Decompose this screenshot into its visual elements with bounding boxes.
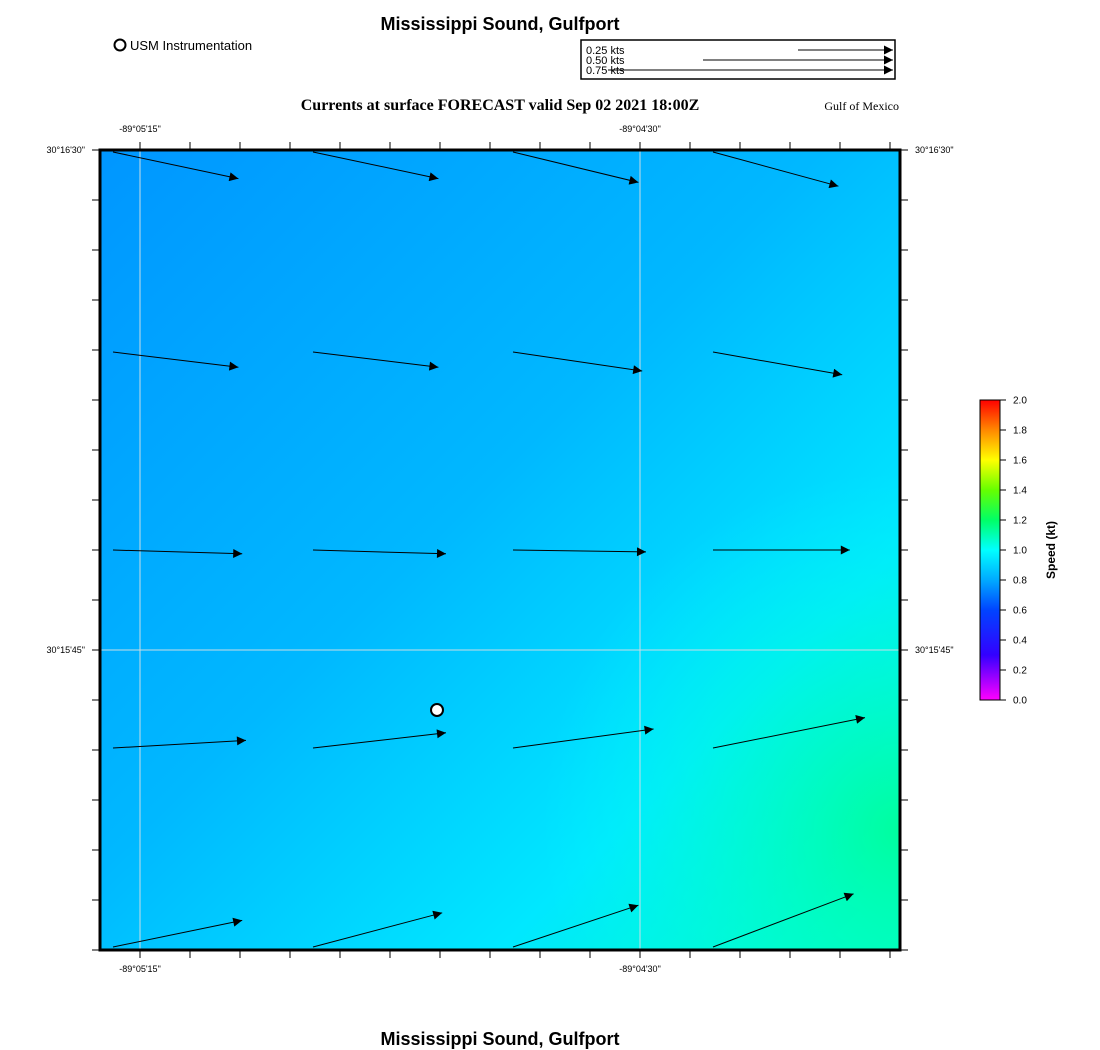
lat-label-left-0: 30°16'30" <box>46 145 85 155</box>
footer-title: Mississippi Sound, Gulfport <box>380 1029 620 1049</box>
colorbar-tick-label-6: 1.2 <box>1013 515 1027 527</box>
colorbar-tick-label-1: 0.2 <box>1013 665 1027 677</box>
speed-colorbar <box>980 396 1058 707</box>
colorbar-gradient-bar <box>980 400 1000 700</box>
colorbar-tick-label-9: 1.8 <box>1013 425 1027 437</box>
station-legend-icon <box>115 40 126 51</box>
colorbar-tick-label-10: 2.0 <box>1013 395 1027 407</box>
map-title: Mississippi Sound, Gulfport <box>380 14 620 34</box>
scale-label-0: 0.25 kts <box>586 45 625 57</box>
map-area <box>92 142 908 958</box>
station-legend-label: USM Instrumentation <box>130 38 253 53</box>
usm-station-marker[interactable] <box>431 704 443 716</box>
colorbar-tick-label-2: 0.4 <box>1013 635 1027 647</box>
lat-label-right-1: 30°15'45" <box>915 645 954 655</box>
colorbar-ticks <box>1000 396 1027 707</box>
region-label: Gulf of Mexico <box>824 99 899 113</box>
lon-label-bottom-1: -89°04'30" <box>619 964 661 974</box>
colorbar-tick-label-7: 1.4 <box>1013 485 1027 497</box>
lat-label-right-0: 30°16'30" <box>915 145 954 155</box>
colorbar-tick-label-5: 1.0 <box>1013 545 1027 557</box>
scale-label-1: 0.50 kts <box>586 55 625 67</box>
colorbar-tick-label-8: 1.6 <box>1013 455 1027 467</box>
vector-scale-legend <box>581 40 895 79</box>
lon-label-bottom-0: -89°05'15" <box>119 964 161 974</box>
colorbar-label: Speed (kt) <box>1044 520 1058 580</box>
forecast-subtitle: Currents at surface FORECAST valid Sep 02 2021 18:00Z <box>300 97 700 114</box>
colorbar-tick-label-0: 0.0 <box>1013 695 1027 707</box>
lon-label-top-1: -89°04'30" <box>619 124 661 134</box>
lon-label-top-0: -89°05'15" <box>119 124 161 134</box>
lat-label-left-1: 30°15'45" <box>46 645 85 655</box>
colorbar-tick-label-3: 0.6 <box>1013 605 1027 617</box>
scale-label-2: 0.75 kts <box>586 65 625 77</box>
colorbar-tick-label-4: 0.8 <box>1013 575 1027 587</box>
